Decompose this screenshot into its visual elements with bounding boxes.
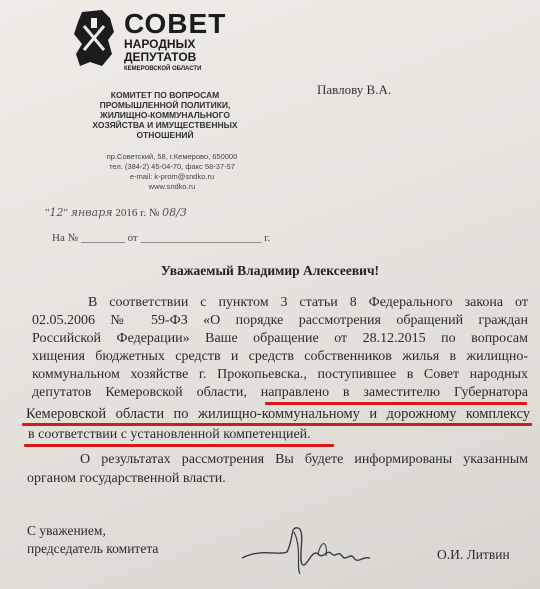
logo-line-3: КЕМЕРОВСКОЙ ОБЛАСТИ — [124, 66, 202, 72]
letter-date: "12" января 2016 г. № 08/3 — [45, 206, 187, 219]
committee-name-line: КОМИТЕТ ПО ВОПРОСАМ — [110, 90, 220, 100]
signer-title: председатель комитета — [27, 541, 159, 556]
kuzbass-map-icon — [72, 10, 116, 68]
committee-name — [80, 90, 250, 140]
logo-line-1: НАРОДНЫХ — [124, 37, 196, 51]
body-line: хищения бюджетных средств и средств собственников жилья в жилищно- — [32, 349, 528, 364]
letter-number: 08/3 — [162, 206, 187, 219]
body-line: 02.05.2006 № 59-ФЗ «О порядке рассмотрения обращений граждан — [32, 313, 528, 328]
signer-name: О.И. Литвин — [437, 547, 510, 562]
body-line: коммунальном хозяйстве г. Прокопьевска., поступившее в Совет народных — [32, 367, 528, 382]
date-day: 12 — [49, 206, 64, 219]
number-label: № — [148, 207, 160, 219]
body-line: О результатах рассмотрения Вы будете информированы указанным — [80, 452, 528, 467]
date-month: января — [70, 206, 113, 219]
body-line: Российской Федерации» Ваше обращение от 28.12.2015 по вопросам — [32, 331, 528, 346]
highlight-underline — [265, 402, 527, 405]
body-line: В соответствии с пунктом 3 статьи 8 Федерального закона от — [88, 295, 528, 310]
committee-name-line: ХОЗЯЙСТВА И ИМУЩЕСТВЕННЫХ — [92, 120, 238, 130]
reference-line: На № ________ от ______________________ г. — [52, 232, 271, 244]
date-year: 2016 г. — [115, 207, 147, 219]
body-line: органом государственной власти. — [27, 471, 226, 486]
closing-text: С уважением, — [27, 523, 106, 538]
committee-name-line: ОТНОШЕНИЙ — [136, 130, 194, 140]
body-line: Кемеровской области по жилищно-коммунальному и дорожному комплексу — [26, 406, 530, 422]
logo-title: СОВЕТ — [124, 8, 227, 39]
committee-address: пр.Советский, 58, г.Кемерово, 650000 — [106, 152, 238, 161]
recipient-name: Павлову В.А. — [317, 82, 392, 97]
logo-line-2: ДЕПУТАТОВ — [124, 50, 197, 64]
committee-name-line: ПРОМЫШЛЕННОЙ ПОЛИТИКИ, — [99, 100, 231, 110]
salutation: Уважаемый Владимир Алексеевич! — [160, 263, 380, 278]
body-line: в соответствии с установленной компетенцией. — [28, 427, 311, 442]
signature-block — [27, 522, 158, 558]
highlight-underline — [24, 444, 334, 447]
highlight-underline — [22, 423, 532, 426]
committee-name-line: ЖИЛИЩНО-КОММУНАЛЬНОГО — [100, 110, 230, 120]
council-logo — [72, 8, 227, 74]
committee-website: www.sndko.ru — [148, 182, 196, 191]
committee-email: e-mail: k-prom@sndko.ru — [129, 172, 215, 181]
handwritten-signature — [232, 518, 392, 578]
body-line: депутатов Кемеровской области, направлено в заместителю Губернатора — [32, 385, 528, 400]
committee-phone: тел. (384-2) 45-04-70, факс 58-37-57 — [109, 162, 235, 171]
